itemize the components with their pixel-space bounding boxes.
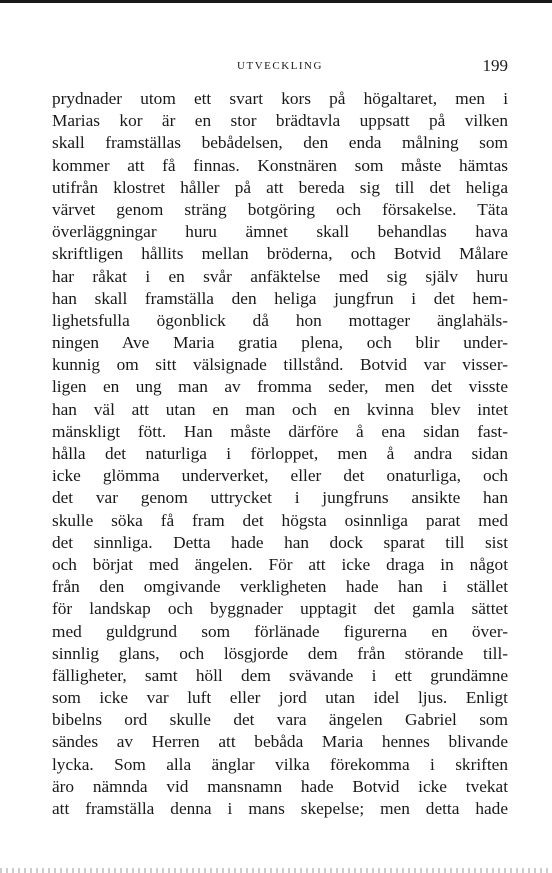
text-line: ligen en ung man av fromma seder, men det visste <box>52 377 508 397</box>
text-line: det var genom uttrycket i jungfruns ansikte han <box>52 488 508 508</box>
text-line: utifrån klostret håller på att bereda sig till det heliga <box>52 177 508 197</box>
text-line: ningen Ave Maria gratia plena, och blir under- <box>52 333 508 353</box>
text-line: och börjat med ängelen. För att icke draga in något <box>52 554 508 574</box>
running-head: UTVECKLING <box>237 60 323 72</box>
body-text <box>52 88 508 820</box>
text-line: från den omgivande verkligheten hade han i stället <box>52 577 508 597</box>
page-number: 199 <box>482 56 508 75</box>
text-line: bibelns ord skulle det vara ängelen Gabriel som <box>52 710 508 730</box>
text-line: för landskap och byggnader upptagit det gamla sättet <box>52 599 508 619</box>
text-line: med guldgrund som förlänade figurerna en över- <box>52 621 508 641</box>
text-line: att framställa denna i mans skepelse; men detta hade <box>52 799 508 818</box>
text-line: äro nämnda vid mansnamn hade Botvid icke tvekat <box>52 776 508 796</box>
text-line: har råkat i en svår anfäktelse med sig själv huru <box>52 266 508 286</box>
text-line: han skall framställa den heliga jungfrun i det hem- <box>52 288 508 308</box>
text-line: det sinnliga. Detta hade han dock sparat till sist <box>52 532 508 552</box>
top-border <box>0 0 552 3</box>
text-line: prydnader utom ett svart kors på högaltaret, men i <box>52 89 508 108</box>
page-header <box>52 56 508 80</box>
text-line: sinnlig glans, och lösgjorde dem från störande till- <box>52 643 508 663</box>
text-line: mänskligt fött. Han måste därföre å ena sidan fast- <box>52 421 508 441</box>
text-line: han väl att utan en man och en kvinna blev intet <box>52 399 508 419</box>
text-line: kommer att få finnas. Konstnären som måste hämtas <box>52 155 508 175</box>
text-line: lycka. Som alla änglar vilka förekomma i skriften <box>52 754 508 774</box>
text-line: kunnig om sitt välsignade tillstånd. Botvid var visser- <box>52 355 508 375</box>
text-line: hålla det naturliga i förloppet, men å andra sidan <box>52 444 508 463</box>
text-line: fälligheter, samt höll dem svävande i ett grundämne <box>52 665 508 685</box>
text-line: sändes av Herren att bebåda Maria hennes blivande <box>52 732 508 752</box>
text-line: skriftligen hållits mellan bröderna, och Botvid Målare <box>52 244 508 264</box>
text-line: skall framställas bebådelsen, den enda målning som <box>52 133 508 153</box>
text-line: lighetsfulla ögonblick då hon mottager änglahäls- <box>52 310 508 330</box>
text-line: värvet genom sträng botgöring och försakelse. Täta <box>52 199 508 219</box>
text-line: icke glömma underverket, eller det onaturliga, och <box>52 466 508 486</box>
text-line: Marias kor är en stor brädtavla uppsatt på vilken <box>52 111 508 131</box>
text-line: som icke var luft eller jord utan idel ljus. Enligt <box>52 688 508 708</box>
bottom-edge <box>0 868 552 873</box>
text-line: skulle söka få fram det högsta osinnliga parat med <box>52 510 508 530</box>
text-line: överläggningar huru ämnet skall behandlas hava <box>52 222 508 242</box>
